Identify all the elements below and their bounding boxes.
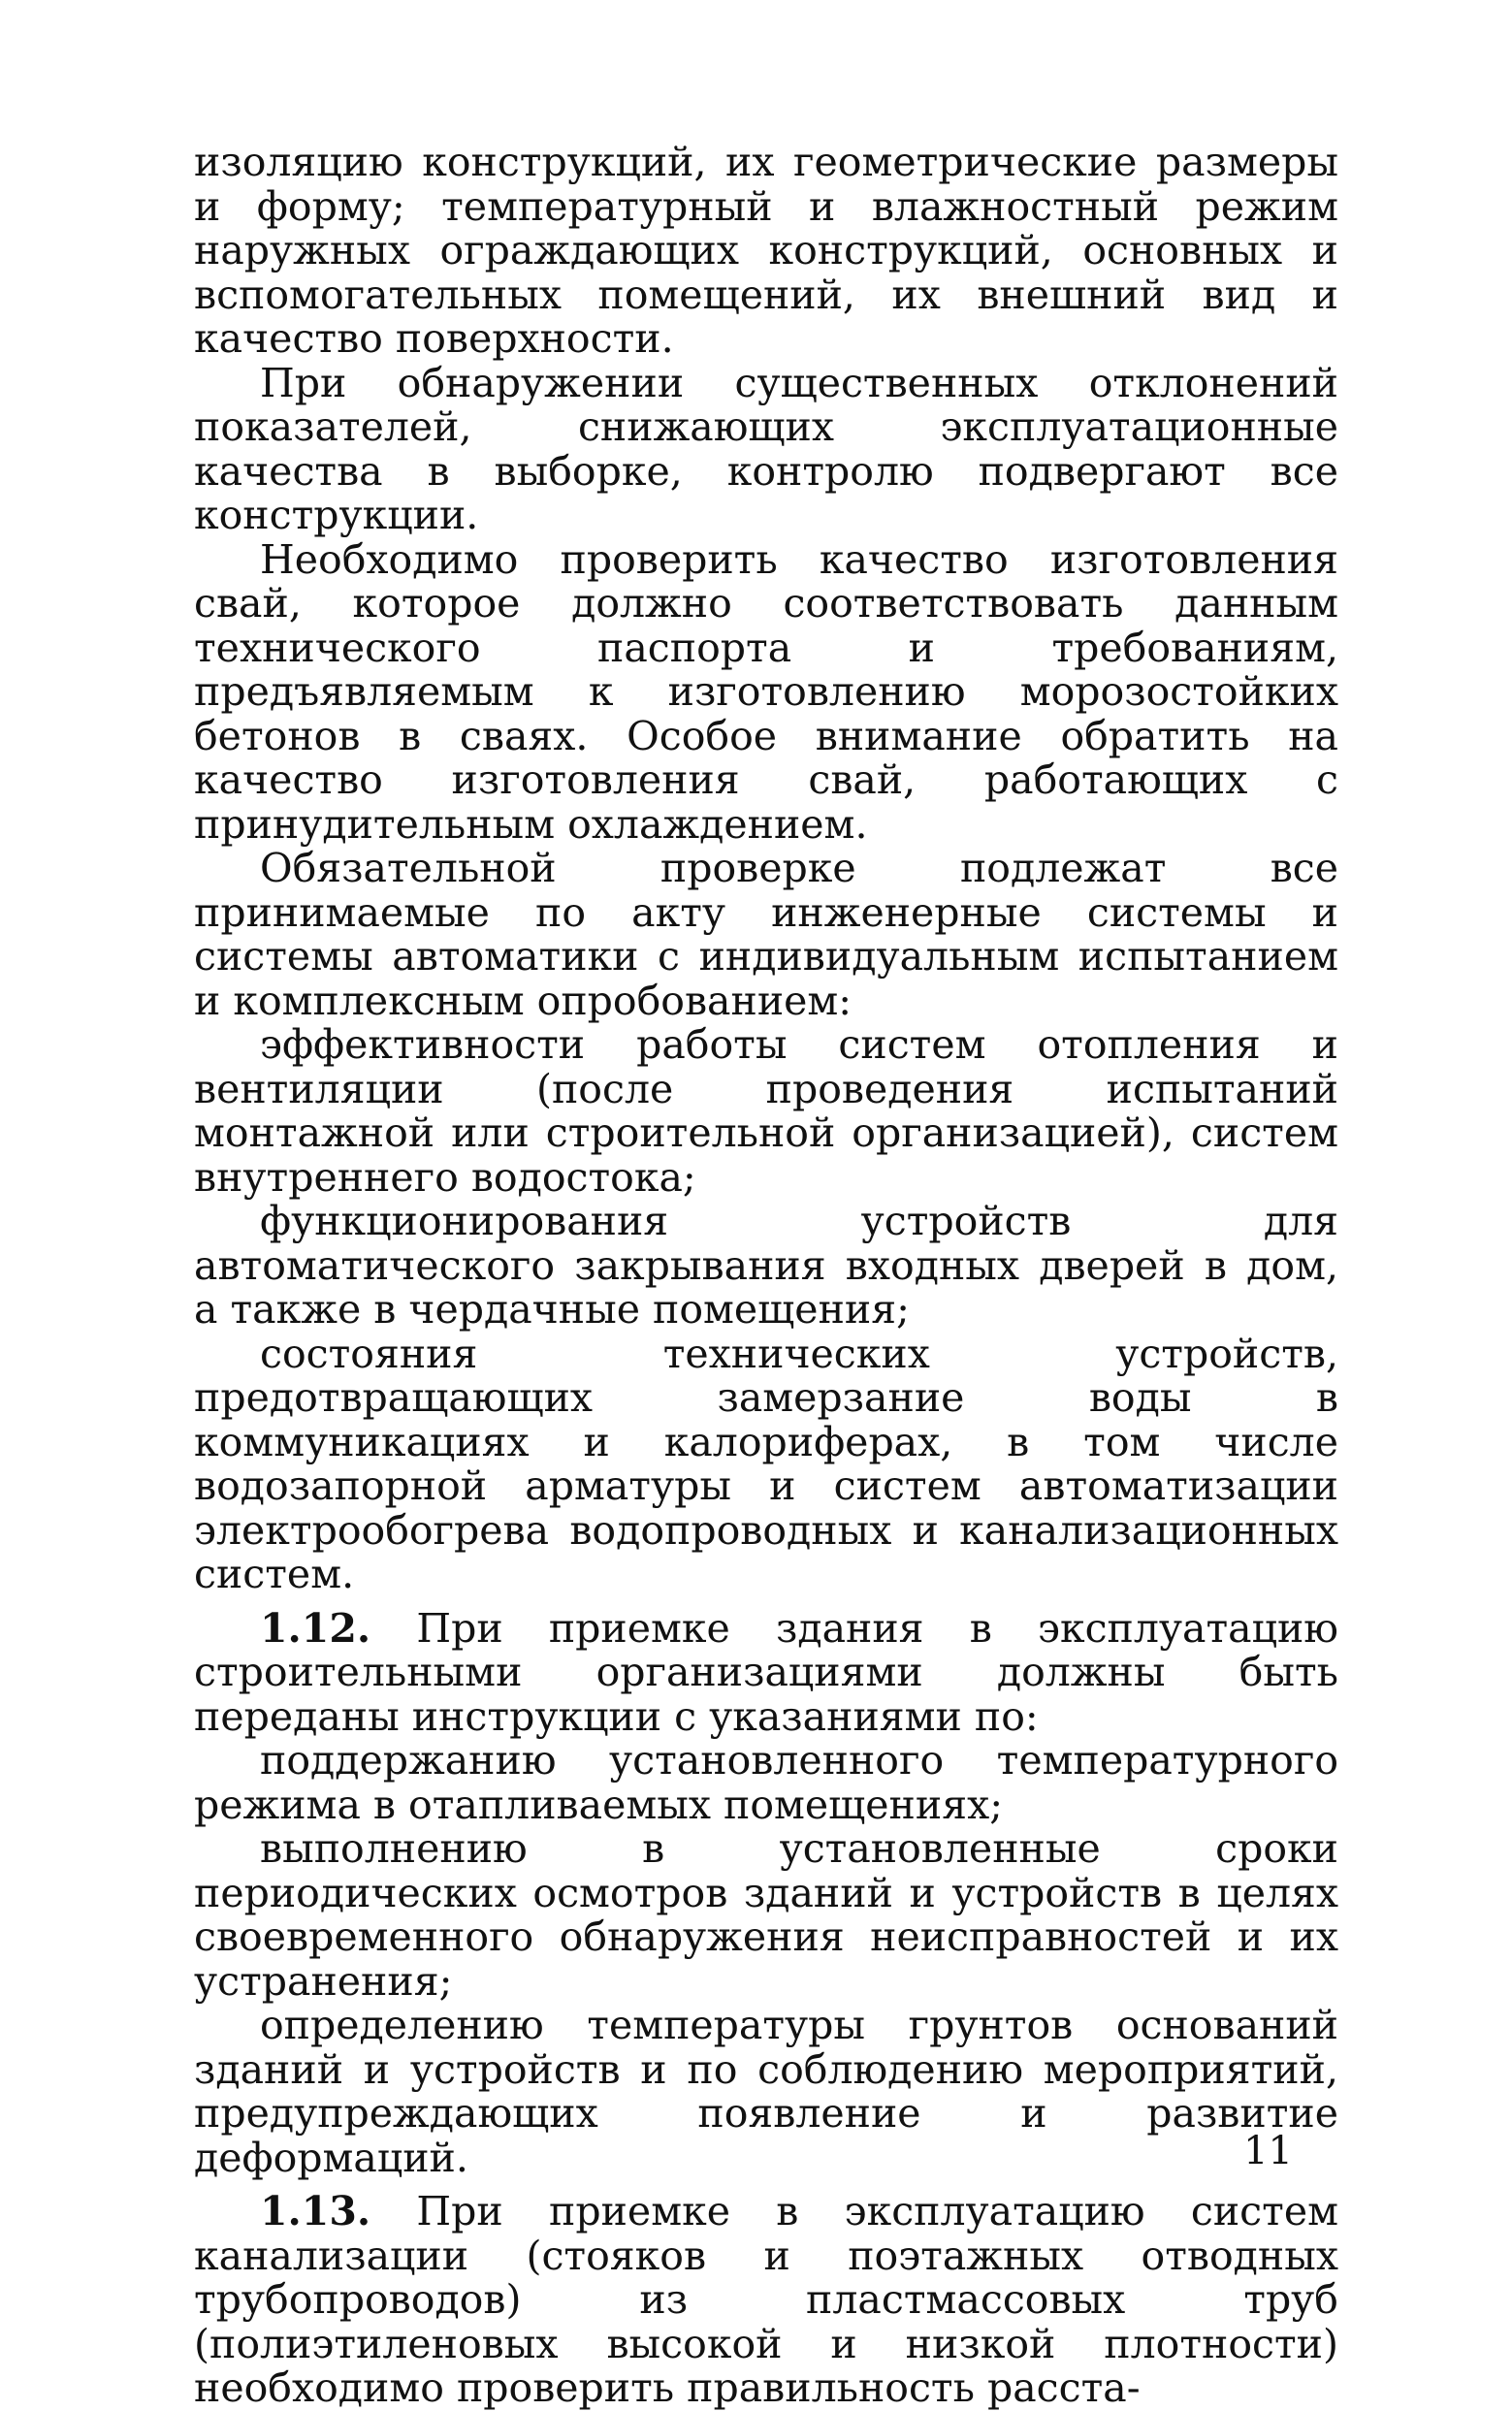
list-item: выполнению в установленные сроки периодических осмотров зданий и устройств в целях своевременного обнаружения неисправностей и их устранения; xyxy=(194,1825,1338,2005)
section-text: При приемке в эксплуатацию систем канализации (стояков и поэтажных отводных трубопроводов) из пластмассовых труб (полиэтиленовых высокой и низкой плотности) необходимо проверить правильность расста- xyxy=(194,2188,1338,2411)
list-item: определению температуры грунтов оснований зданий и устройств и по соблюдению мероприятий, предупреждающих появление и развитие деформаций. xyxy=(194,2002,1338,2181)
list-item: эффективности работы систем отопления и вентиляции (после проведения испытаний монтажной или строительной организацией), систем внутреннего водостока; xyxy=(194,1021,1338,1201)
list-item: поддержанию установленного температурного режима в отапливаемых помещениях; xyxy=(194,1737,1338,1828)
paragraph: Необходимо проверить качество изготовления свай, которое должно соответствовать данным технического паспорта и требованиям, предъявляемым к изготовлению морозостойких бетонов в сваях. Особое внимание обратить на качество изготовления свай, работающих с принудительным охлаждением. xyxy=(194,535,1338,848)
paragraph: Обязательной проверке подлежат все принимаемые по акту инженерные системы и системы автоматики с индивидуальным испытанием и комплексным опробованием: xyxy=(194,845,1338,1024)
section-1-12 xyxy=(194,1604,1338,1740)
paragraph: При обнаружении существенных отклонений показателей, снижающих эксплуатационные качества в выборке, контролю подвергают все конструкции. xyxy=(194,359,1338,538)
section-number: 1.12. xyxy=(260,1604,371,1652)
section-number: 1.13. xyxy=(260,2188,371,2234)
page-number: 11 xyxy=(1243,2129,1293,2173)
document-body xyxy=(194,141,1338,2411)
section-text: При приемке здания в эксплуатацию строительными организациями должны быть переданы инструкции с указаниями по: xyxy=(194,1604,1338,1740)
section-1-13 xyxy=(194,2190,1338,2411)
list-item: состояния технических устройств, предотвращающих замерзание воды в коммуникациях и калориферах, в том числе водозапорной арматуры и систем автоматизации электрообогрева водопроводных и канализационных систем. xyxy=(194,1330,1338,1597)
list-item: функционирования устройств для автоматического закрывания входных дверей в дом, а также в чердачные помещения; xyxy=(194,1198,1338,1333)
paragraph: изоляцию конструкций, их геометрические размеры и форму; температурный и влажностный режим наружных ограждающих конструкций, основных и вспомогательных помещений, их внешний вид и качество поверхности. xyxy=(194,139,1338,362)
